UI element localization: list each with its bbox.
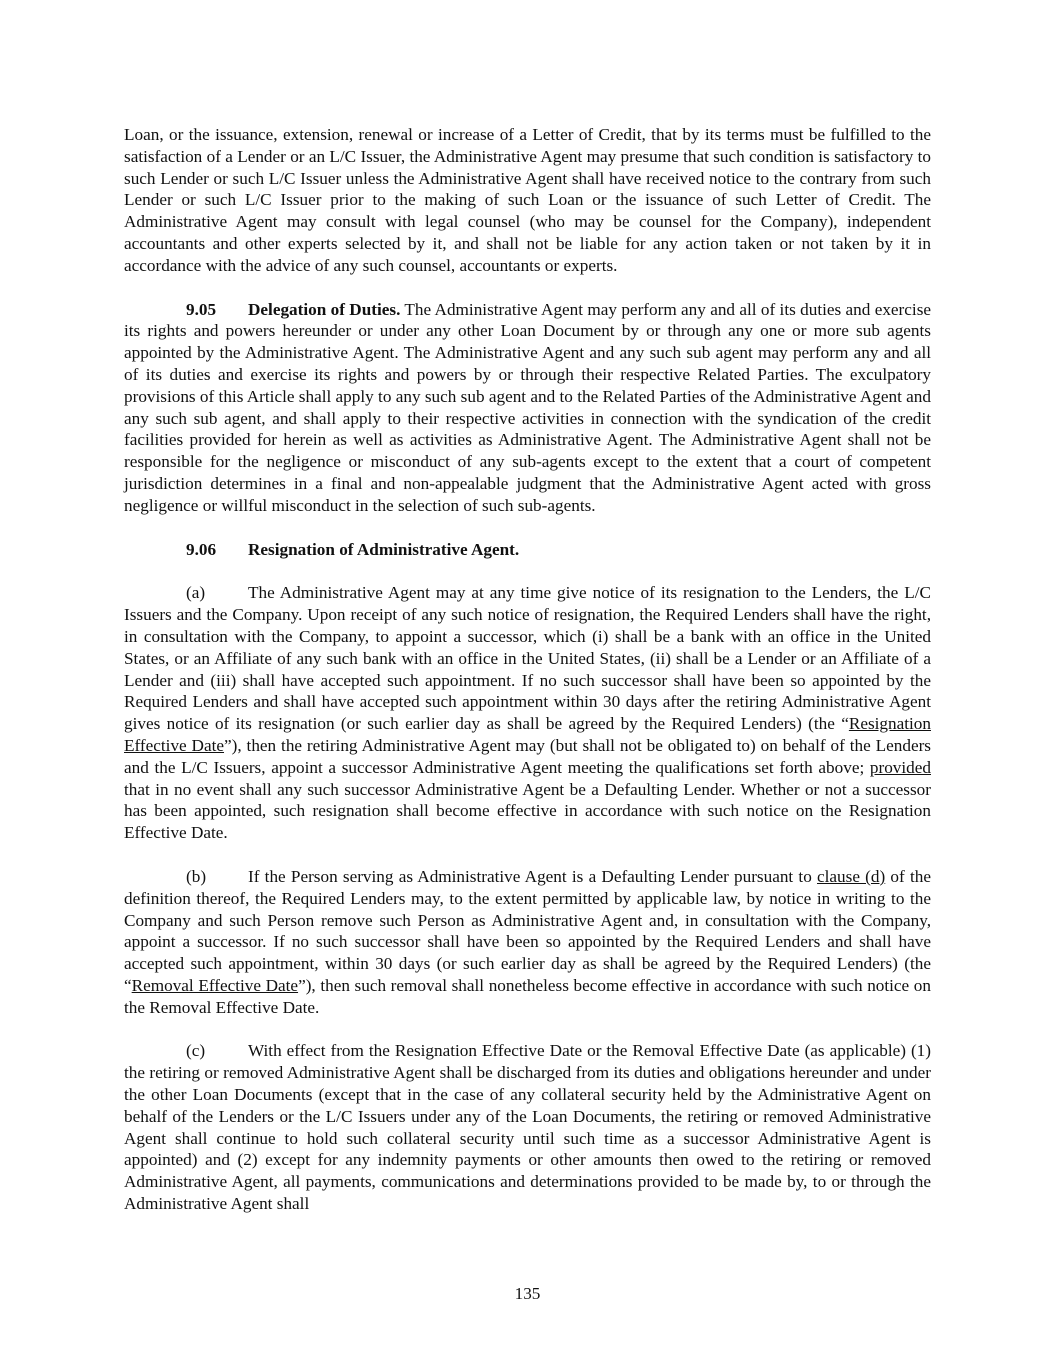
- section-number: 9.06: [186, 539, 217, 559]
- section-9-05-paragraph: [124, 299, 931, 517]
- proviso-term: provided: [869, 757, 931, 777]
- section-heading: Resignation of Administrative Agent.: [248, 539, 520, 559]
- clause-text: The Administrative Agent may at any time give notice of its resignation to the Lenders, the L/C Issuers and the Company. Upon receipt of any such notice of resignation, the Required Lenders shall have the right, in consultation with the Company, to appoint a successor, which (i) shall be a bank with an office in the United States, or an Affiliate of any such bank with an office in the United States, (ii) shall be a Lender or an Affiliate of a Lender and (iii) shall have accepted such appointment. If no such successor shall have been so appointed by the Required Lenders and shall have accepted such appointment within 30 days after the retiring Administrative Agent gives notice of its resignation (or such earlier day as shall be agreed by the Required Lenders) (the “: [124, 583, 931, 734]
- page-body: [124, 124, 931, 1215]
- clause-text: With effect from the Resignation Effective Date or the Removal Effective Date (as applicable) (1) the retiring or removed Administrative Agent shall be discharged from its duties and obligations hereunder and under the other Loan Documents (except that in the case of any collateral security held by the Administrative Agent on behalf of the Lenders or the L/C Issuers under any of the Loan Documents, the retiring or removed Administrative Agent shall continue to hold such collateral security until such time as a successor Administrative Agent is appointed) and (2) except for any indemnity payments or other amounts then owed to the retiring or removed Administrative Agent, all payments, communications and determinations provided to be made by, to or through the Administrative Agent shall: [124, 1041, 931, 1214]
- clause-text: of the definition thereof, the Required Lenders may, to the extent permitted by applicable law, by notice in writing to the Company and such Person remove such Person as Administrative Agent and, in consultation with the Company, appoint a successor. If no such successor shall have been so appointed by the Required Lenders and shall have accepted such appointment, within 30 days (or such earlier day as shall be agreed by the Required Lenders) (the “: [124, 866, 931, 995]
- clause-text: ”), then the retiring Administrative Agent may (but shall not be obligated to) on behalf of the Lenders and the L/C Issuers, appoint a successor Administrative Agent meeting the qualifications set forth above;: [124, 735, 931, 777]
- clause-text: If the Person serving as Administrative Agent is a Defaulting Lender pursuant to: [248, 866, 818, 886]
- clause-label: (b): [186, 866, 207, 886]
- defined-term: Resignation Effective Date: [124, 714, 931, 755]
- clause-b-paragraph: [124, 866, 931, 1019]
- page-number: 135: [514, 1284, 541, 1303]
- section-9-06-heading: [124, 539, 931, 561]
- section-heading: Delegation of Duties.: [248, 299, 401, 319]
- clause-text: that in no event shall any such successor Administrative Agent be a Defaulting Lender. Whether or not a successor has been appointed, such resignation shall become effective in accordance with such notice on the Resignation Effective Date.: [124, 779, 931, 843]
- continuation-text: Loan, or the issuance, extension, renewal or increase of a Letter of Credit, that by its terms must be fulfilled to the satisfaction of a Lender or an L/C Issuer, the Administrative Agent may presume that such condition is satisfactory to such Lender or such L/C Issuer unless the Administrative Agent shall have received notice to the contrary from such Lender or such L/C Issuer prior to the making of such Loan or the issuance of such Letter of Credit. The Administrative Agent may consult with legal counsel (who may be counsel for the Company), independent accountants and other experts selected by it, and shall not be liable for any action taken or not taken by it in accordance with the advice of any such counsel, accountants or experts.: [124, 125, 931, 275]
- defined-term: Removal Effective Date: [131, 975, 299, 995]
- clause-c-paragraph: [124, 1040, 931, 1214]
- clause-a-paragraph: [124, 582, 931, 844]
- section-number: 9.05: [186, 299, 217, 319]
- cross-reference: clause (d): [817, 866, 886, 886]
- clause-label: (a): [186, 583, 206, 603]
- clause-text: ”), then such removal shall nonetheless become effective in accordance with such notice on the Removal Effective Date.: [124, 975, 931, 1017]
- section-text: The Administrative Agent may perform any and all of its duties and exercise its rights and powers hereunder or under any other Loan Document by or through any one or more sub agents appointed by the Administrative Agent. The Administrative Agent and any such sub agent may perform any and all of its duties and exercise its rights and powers by or through their respective Related Parties. The exculpatory provisions of this Article shall apply to any such sub agent and to the Related Parties of the Administrative Agent and any such sub agent, and shall apply to their respective activities in connection with the syndication of the credit facilities provided for herein as well as activities as Administrative Agent. The Administrative Agent shall not be responsible for the negligence or misconduct of any sub-agents except to the extent that a court of competent jurisdiction determines in a final and non-appealable judgment that the Administrative Agent acted with gross negligence or willful misconduct in the selection of such sub-agents.: [124, 299, 932, 515]
- clause-label: (c): [186, 1041, 206, 1061]
- continuation-paragraph: [124, 124, 931, 277]
